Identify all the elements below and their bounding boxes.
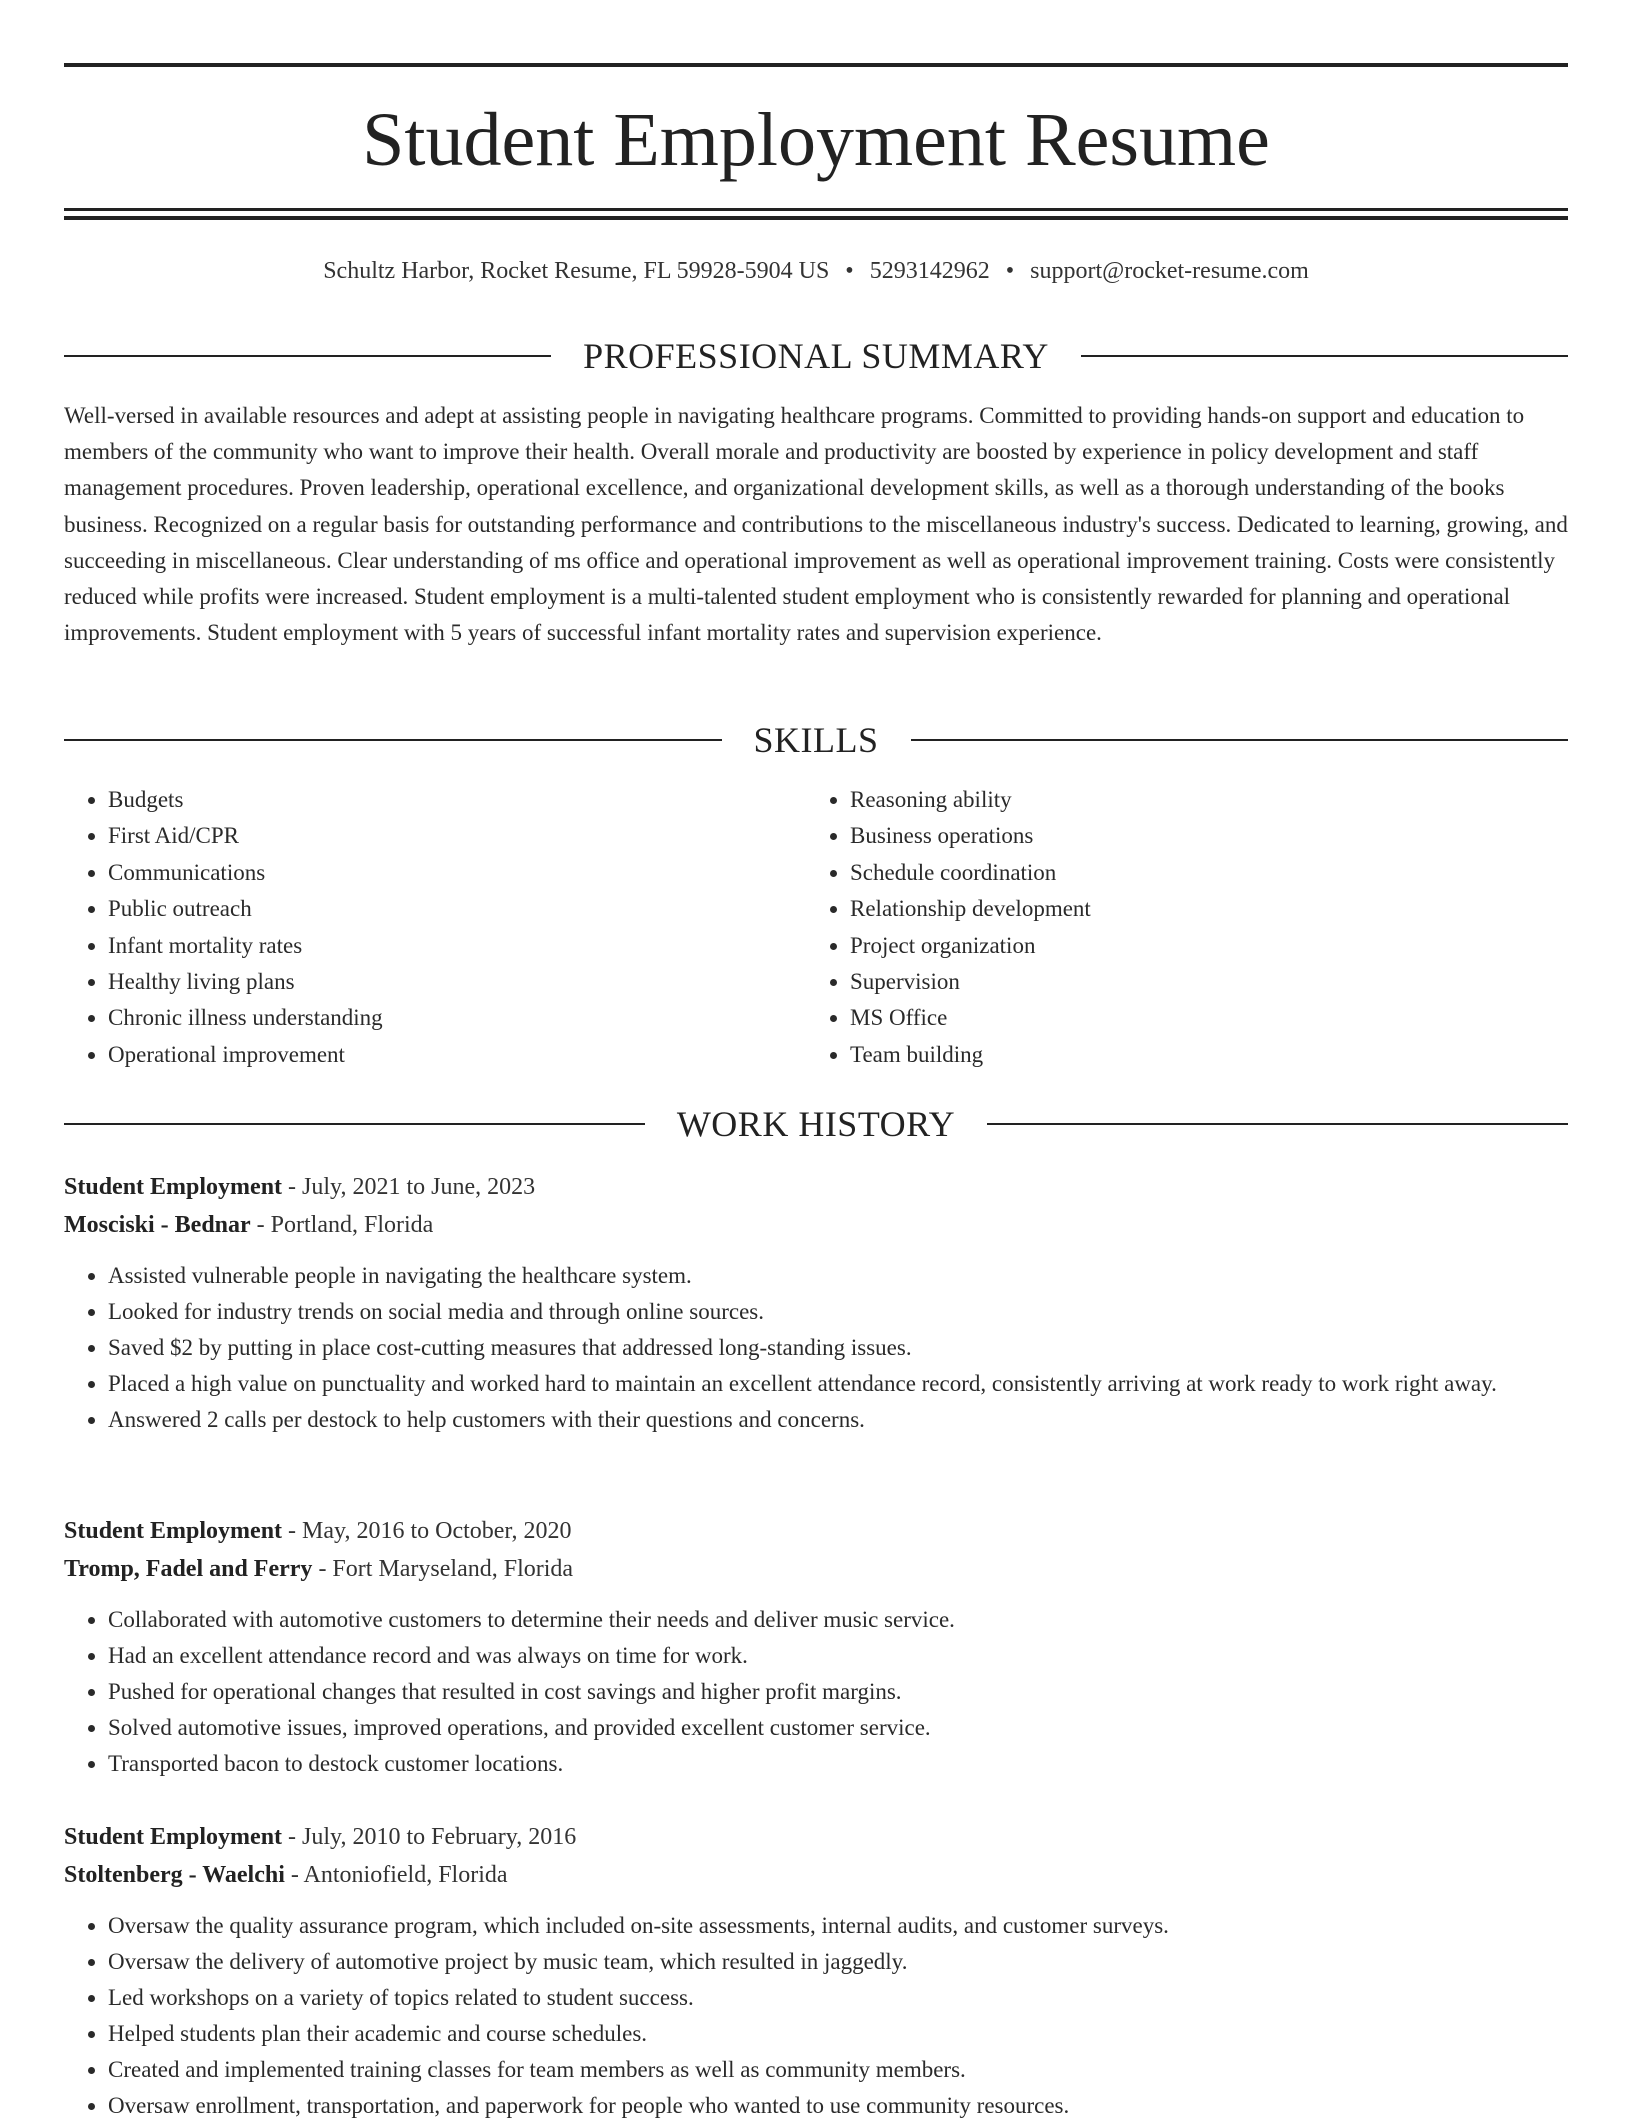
job-entry xyxy=(64,1512,1568,1782)
skill-item: • Operational improvement xyxy=(108,1037,806,1073)
job-title: Student Employment xyxy=(64,1518,283,1544)
skills-list xyxy=(64,782,1568,1073)
skill-item: • Team building xyxy=(850,1037,1548,1073)
section-rule-right xyxy=(987,1123,1568,1125)
job-duty-item: • Solved automotive issues, improved operations, and provided excellent customer service. xyxy=(108,1710,1568,1746)
job-duty-item: • Oversaw the delivery of automotive project by music team, which resulted in jaggedly. xyxy=(108,1944,1568,1980)
contact-address: Schultz Harbor, Rocket Resume, FL 59928-5904 US xyxy=(323,258,830,284)
job-duty-item: • Led workshops on a variety of topics related to student success. xyxy=(108,1980,1568,2016)
job-duty-item: • Placed a high value on punctuality and worked hard to maintain an excellent attendance record, consistently arriving at work ready to work right away. xyxy=(108,1366,1568,1402)
skill-item: • Relationship development xyxy=(850,891,1548,927)
job-company-line xyxy=(64,1206,1568,1244)
section-rule-right xyxy=(1081,355,1568,357)
work-history-heading: WORK HISTORY xyxy=(676,1104,956,1144)
job-duty-item: • Looked for industry trends on social media and through online sources. xyxy=(108,1294,1568,1330)
job-duties xyxy=(64,1908,1568,2124)
skill-item: • Reasoning ability xyxy=(850,782,1548,818)
work-history-section-header xyxy=(64,1104,1568,1144)
skill-item: • Chronic illness understanding xyxy=(108,1000,806,1036)
job-role-line xyxy=(64,1168,1568,1206)
contact-email[interactable]: support@rocket-resume.com xyxy=(1030,258,1309,284)
job-title: Student Employment xyxy=(64,1824,283,1850)
skills-column-left xyxy=(64,782,806,1073)
job-duties xyxy=(64,1602,1568,1782)
job-company-line xyxy=(64,1550,1568,1588)
job-location: - Portland, Florida xyxy=(250,1212,434,1238)
section-rule-left xyxy=(64,1123,645,1125)
job-duty-item: • Created and implemented training classes for team members as well as community members. xyxy=(108,2052,1568,2088)
job-duty-item: • Answered 2 calls per destock to help customers with their questions and concerns. xyxy=(108,1402,1568,1438)
skill-item: • MS Office xyxy=(850,1000,1548,1036)
contact-line xyxy=(64,254,1568,288)
job-duty-item: • Had an excellent attendance record and was always on time for work. xyxy=(108,1638,1568,1674)
job-location: - Fort Maryseland, Florida xyxy=(312,1556,574,1582)
resume-title: Student Employment Resume xyxy=(362,98,1270,182)
skills-heading: SKILLS xyxy=(753,720,879,760)
title-bottom-rule-thick xyxy=(64,216,1568,220)
job-entry xyxy=(64,1818,1568,2124)
job-duty-item: • Transported bacon to destock customer locations. xyxy=(108,1746,1568,1782)
section-rule-left xyxy=(64,739,722,741)
job-duty-item: • Oversaw the quality assurance program, which included on-site assessments, internal audits, and customer surveys. xyxy=(108,1908,1568,1944)
summary-section-header xyxy=(64,336,1568,376)
title-bottom-rule xyxy=(64,208,1568,211)
job-company: Mosciski - Bednar xyxy=(64,1212,251,1238)
job-location: - Antoniofield, Florida xyxy=(284,1862,508,1888)
section-rule-left xyxy=(64,355,551,357)
job-duty-item: • Assisted vulnerable people in navigating the healthcare system. xyxy=(108,1258,1568,1294)
contact-separator: • xyxy=(1005,258,1015,284)
summary-heading: PROFESSIONAL SUMMARY xyxy=(583,336,1049,376)
job-role-line xyxy=(64,1512,1568,1550)
professional-summary: Well-versed in available resources and adept at assisting people in navigating healthcare programs. Committed to providing hands-on support and education to members of the community who want to improve their health. Overall morale and productivity are boosted by experience in policy development and staff management procedures. Proven leadership, operational excellence, and organizational development skills, as well as a thorough understanding of the books business. Recognized on a regular basis for outstanding performance and contributions to the miscellaneous industry's success. Dedicated to learning, growing, and succeeding in miscellaneous. Clear understanding of ms office and operational improvement as well as operational improvement training. Costs were consistently reduced while profits were increased. Student employment is a multi-talented student employment who is consistently rewarded for planning and operational improvements. Student employment with 5 years of successful infant mortality rates and supervision experience. xyxy=(64,403,1568,646)
skills-section-header xyxy=(64,720,1568,760)
job-role-line xyxy=(64,1818,1568,1856)
job-duty-item: • Pushed for operational changes that resulted in cost savings and higher profit margins. xyxy=(108,1674,1568,1710)
job-duty-item: • Helped students plan their academic and course schedules. xyxy=(108,2016,1568,2052)
title-top-rule xyxy=(64,63,1568,67)
job-dates: - July, 2010 to February, 2016 xyxy=(282,1824,577,1850)
skill-item: • Project organization xyxy=(850,928,1548,964)
job-company-line xyxy=(64,1856,1568,1894)
skill-item: • Business operations xyxy=(850,818,1548,854)
job-company: Tromp, Fadel and Ferry xyxy=(64,1556,313,1582)
job-dates: - May, 2016 to October, 2020 xyxy=(282,1518,572,1544)
job-duty-item: • Saved $2 by putting in place cost-cutting measures that addressed long-standing issues. xyxy=(108,1330,1568,1366)
skill-item: • Communications xyxy=(108,855,806,891)
contact-separator: • xyxy=(845,258,854,284)
skill-item: • Healthy living plans xyxy=(108,964,806,1000)
skill-item: • Budgets xyxy=(108,782,806,818)
section-rule-right xyxy=(911,739,1569,741)
skill-item: • First Aid/CPR xyxy=(108,818,806,854)
job-duties xyxy=(64,1258,1568,1438)
job-entry xyxy=(64,1168,1568,1438)
job-duty-item: • Collaborated with automotive customers to determine their needs and deliver music service. xyxy=(108,1602,1568,1638)
job-title: Student Employment xyxy=(64,1174,283,1200)
job-dates: - July, 2021 to June, 2023 xyxy=(282,1174,536,1200)
job-company: Stoltenberg - Waelchi xyxy=(64,1862,285,1888)
skill-item: • Infant mortality rates xyxy=(108,928,806,964)
skills-column-right xyxy=(806,782,1548,1073)
contact-phone: 5293142962 xyxy=(869,258,990,284)
skill-item: • Public outreach xyxy=(108,891,806,927)
job-duty-item: • Oversaw enrollment, transportation, and paperwork for people who wanted to use community resources. xyxy=(108,2088,1568,2124)
skill-item: • Supervision xyxy=(850,964,1548,1000)
skill-item: • Schedule coordination xyxy=(850,855,1548,891)
